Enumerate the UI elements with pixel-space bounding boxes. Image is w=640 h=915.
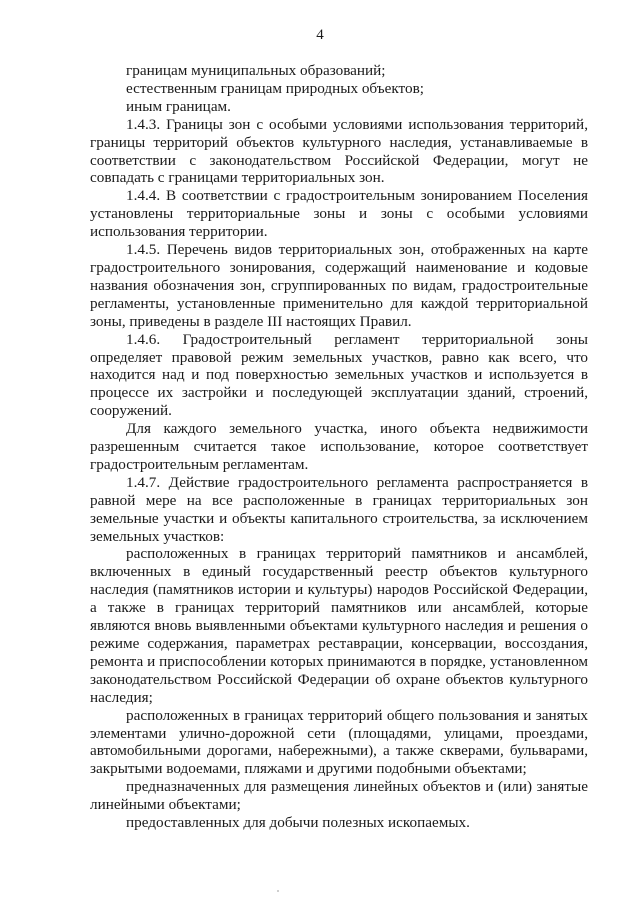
list-item: расположенных в границах территорий памятников и ансамблей, включенных в единый государственный реестр объектов культурного наследия (памятников истории и культуры) народов Российской Федерации, а также в границах территорий памятников или ансамблей, которые являются вновь выявленными объектами культурного наследия и решения о режиме содержания, параметрах реставрации, консервации, воссоздания, ремонта и приспособлении которых принимаются в порядке, установленном законодательством Российской Федерации об охране объектов культурного наследия; bbox=[90, 545, 588, 706]
paragraph: естественным границам природных объектов; bbox=[126, 79, 424, 97]
paragraph-1-4-6: 1.4.6. Градостроительный регламент территориальной зоны определяет правовой режим земельных участков, равно как всего, что находится над и под поверхностью земельных участков и используется в процессе их застройки и последующей эксплуатации зданий, строений, сооружений. bbox=[90, 330, 588, 420]
list-item: предназначенных для размещения линейных объектов и (или) занятые линейными объектами; bbox=[90, 778, 588, 814]
paragraph-1-4-7: 1.4.7. Действие градостроительного регламента распространяется в равной мере на все расположенные в границах территориальных зон земельные участки и объекты капитального строительства, за исключением земельных участков: bbox=[90, 473, 588, 545]
list-item: расположенных в границах территорий общего пользования и занятых элементами улично-дорожной сети (площадями, улицами, проездами, автомобильными дорогами, набережными), а также скверами, бульварами, закрытыми водоемами, пляжами и другими подобными объектами; bbox=[90, 706, 588, 778]
paragraph-1-4-5: 1.4.5. Перечень видов территориальных зон, отображенных на карте градостроительного зонирования, содержащий наименование и кодовые названия обозначения зон, сгруппированных по видам, градостроительные регламенты, установленные применительно для каждой территориальной зоны, приведены в разделе III настоящих Правил. bbox=[90, 241, 588, 330]
scan-artifact bbox=[277, 890, 279, 892]
paragraph: границам муниципальных образований; bbox=[126, 62, 386, 79]
page-number: 4 bbox=[316, 27, 324, 43]
paragraph-1-4-3: 1.4.3. Границы зон с особыми условиями использования территорий, границы территорий объектов культурного наследия, устанавливаемые в соответствии с законодательством Российской Федерации, могут не совпадать с границами территориальных зон. bbox=[90, 115, 588, 187]
list-item: предоставленных для добычи полезных ископаемых. bbox=[126, 814, 470, 832]
paragraph: иным границам. bbox=[126, 97, 231, 115]
document-body bbox=[90, 62, 588, 832]
paragraph: Для каждого земельного участка, иного объекта недвижимости разрешенным считается такое использование, которое соответствует градостроительным регламентам. bbox=[90, 420, 588, 473]
paragraph-1-4-4: 1.4.4. В соответствии с градостроительным зонированием Поселения установлены территориальные зоны и зоны с особыми условиями использования территории. bbox=[90, 187, 588, 241]
